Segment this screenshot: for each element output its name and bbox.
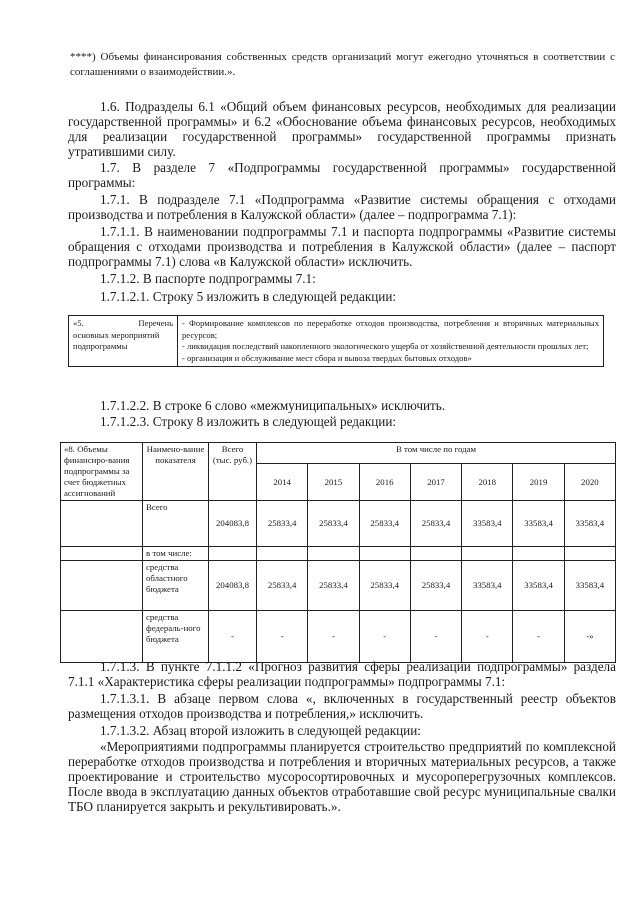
row-year-value: 25833,4 — [257, 561, 308, 611]
row-year-value: 25833,4 — [410, 561, 461, 611]
row-year-value: 33583,4 — [513, 561, 564, 611]
row-year-value: 25833,4 — [359, 501, 410, 547]
row-year-value: 33583,4 — [564, 561, 615, 611]
header-by-years: В том числе по годам — [257, 443, 616, 464]
paragraph-1-7-1-3: 1.7.1.3. В пункте 7.1.1.2 «Прогноз развития сферы реализации подпрограммы» раздела 7.1.1 «Характеристика сферы реализации подпрограммы» подпрограммы 7.1: — [68, 659, 616, 689]
row-year-value: -» — [564, 611, 615, 663]
header-year: 2018 — [462, 464, 513, 501]
paragraph-1-7-1-3-1: 1.7.1.3.1. В абзаце первом слова «, включенных в государственный реестр объектов размещения отходов производства и потребления,» исключить. — [68, 691, 616, 721]
header-total: Всего (тыс. руб.) — [209, 443, 257, 501]
row-name-total: Всего — [143, 501, 209, 547]
paragraph-1-7-1-2: 1.7.1.2. В паспорте подпрограммы 7.1: — [100, 271, 316, 286]
empty-cell — [61, 561, 143, 611]
header-year: 2016 — [359, 464, 410, 501]
row-year-value: - — [462, 611, 513, 663]
table-row — [61, 561, 616, 611]
paragraph-1-7-1-3-2: 1.7.1.3.2. Абзац второй изложить в следующей редакции: — [100, 723, 421, 738]
header-year: 2014 — [257, 464, 308, 501]
header-indicator-name: Наимено-вание показателя — [143, 443, 209, 501]
financing-table — [60, 442, 616, 663]
row-name-federal: средства федераль-ного бюджета — [143, 611, 209, 663]
table-row-5 — [68, 315, 604, 367]
row-year-value: - — [308, 611, 359, 663]
row-year-value: 25833,4 — [308, 561, 359, 611]
paragraph-1-7-1-2-2: 1.7.1.2.2. В строке 6 слово «межмуниципальных» исключить. — [100, 398, 446, 413]
table1-item: - ликвидация последствий накопленного экологического ущерба от хозяйственной деятельности прошлых лет; — [182, 341, 589, 351]
paragraph-1-6: 1.6. Подразделы 6.1 «Общий объем финансовых ресурсов, необходимых для реализации государственной программы» и 6.2 «Обоснование объема финансовых ресурсов, необходимых для реализации государственной программы» государственной программы признать утратившими силу. — [68, 99, 616, 159]
row-year-value: - — [513, 611, 564, 663]
header-year: 2020 — [564, 464, 615, 501]
row-total-value: 204083,8 — [209, 561, 257, 611]
header-year: 2019 — [513, 464, 564, 501]
row-year-value: 25833,4 — [308, 501, 359, 547]
paragraph-1-7: 1.7. В разделе 7 «Подпрограммы государственной программы» государственной программы: — [68, 160, 616, 190]
row-year-value: 25833,4 — [257, 501, 308, 547]
paragraph-1-7-1-1: 1.7.1.1. В наименовании подпрограммы 7.1 и паспорта подпрограммы «Развитие системы обращения с отходами производства и потребления в Калужской области» (далее – паспорт подпрограммы 7.1) слова «в Калужской области» исключить. — [68, 224, 616, 269]
row-total-value: - — [209, 611, 257, 663]
paragraph-quote: «Мероприятиями подпрограммы планируется строительство предприятий по комплексной переработке отходов производства и потребления и вторичных материальных ресурсов, а также проектирование и строительство мусоросортировочных и мусороперегрузочных комплексов. После ввода в эксплуатацию данных объектов отработавшие свой ресурс муниципальные свалки ТБО планируется закрыть и рекультивировать.». — [68, 739, 616, 814]
table-row — [61, 611, 616, 663]
table-row — [61, 501, 616, 547]
header-year: 2017 — [410, 464, 461, 501]
header-year: 2015 — [308, 464, 359, 501]
table1-label-cell — [69, 316, 178, 367]
row-year-value: 33583,4 — [462, 501, 513, 547]
row-year-value: 33583,4 — [513, 501, 564, 547]
table1-content-cell — [178, 316, 604, 367]
row-year-value: 25833,4 — [359, 561, 410, 611]
row-name-regional: средства областного бюджета — [143, 561, 209, 611]
paragraph-1-7-1: 1.7.1. В подразделе 7.1 «Подпрограмма «Развитие системы обращения с отходами производства и потребления в Калужской области» (далее – подпрограмма 7.1): — [68, 192, 616, 222]
row-name-including: в том числе: — [143, 547, 209, 561]
row-year-value: 33583,4 — [462, 561, 513, 611]
table1-label-number: «5. — [73, 318, 84, 328]
row-year-value: 25833,4 — [410, 501, 461, 547]
table-row — [61, 547, 616, 561]
paragraph-1-7-1-2-3: 1.7.1.2.3. Строку 8 изложить в следующей редакции: — [100, 414, 397, 429]
row-year-value: - — [359, 611, 410, 663]
row-year-value: 33583,4 — [564, 501, 615, 547]
footnote-text: ****) Объемы финансирования собственных средств организаций могут ежегодно уточняться в соответствии с соглашениями о взаимодействии.». — [70, 51, 615, 78]
row-year-value: - — [257, 611, 308, 663]
financing-row-label: «8. Объемы финансиро-вания подпрограммы за счет бюджетных ассигнований — [61, 443, 143, 501]
table1-item: - Формирование комплексов по переработке отходов производства, потребления и вторичных материальных ресурсов; — [182, 318, 599, 340]
table1-label-word: Перечень — [138, 318, 173, 328]
empty-cell — [61, 611, 143, 663]
row-total-value: 204083,8 — [209, 501, 257, 547]
paragraph-1-7-1-2-1: 1.7.1.2.1. Строку 5 изложить в следующей редакции: — [100, 289, 397, 304]
empty-cell — [61, 547, 143, 561]
row-year-value: - — [410, 611, 461, 663]
table1-label-rest: основных мероприятий подпрограммы — [73, 329, 160, 351]
empty-cell — [61, 501, 143, 547]
table1-item: - организация и обслуживание мест сбора и вывоза твердых бытовых отходов» — [182, 352, 472, 363]
